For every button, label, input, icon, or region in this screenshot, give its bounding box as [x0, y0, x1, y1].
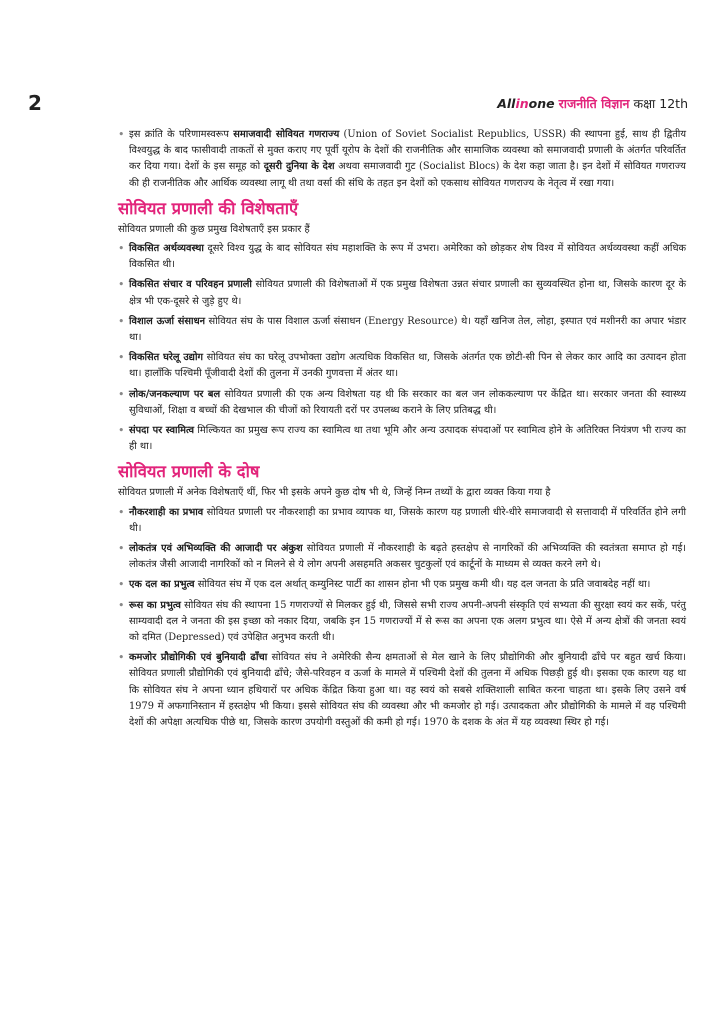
list-item: • संपदा पर स्वामित्व मिल्कियत का प्रमुख रूप राज्य का स्वामित्व था तथा भूमि और अन्य उत्पादक संपदाओं पर स्वामित्व होने के अतिरिक्त नियंत्रण भी राज्य का ही था।	[118, 424, 686, 453]
bullet-icon: •	[118, 278, 125, 292]
defects-list	[118, 505, 686, 732]
bullet-icon: •	[118, 505, 125, 519]
intro-list	[118, 127, 686, 192]
bullet-icon: •	[118, 598, 125, 612]
class-label: कक्षा 12th	[633, 96, 688, 111]
list-item: • विकसित घरेलू उद्योग सोवियत संघ का घरेलू उपभोक्ता उद्योग अत्यधिक विकसित था, जिसके अंतर्गत एक छोटी-सी पिन से लेकर कार आदि का उत्पादन होता था। हालाँकि पश्चिमी पूँजीवादी देशों की तुलना में उनकी गुणवत्ता में अंतर था।	[118, 351, 686, 380]
bullet-icon: •	[118, 242, 125, 256]
features-list	[118, 241, 686, 455]
list-item: • लोकतंत्र एवं अभिव्यक्ति की आजादी पर अंकुश सोवियत प्रणाली में नौकरशाही के बढ़ते हस्तक्षेप से नागरिकों की अभिव्यक्ति की स्वतंत्रता समाप्त हो गई। लोकतंत्र जैसी आजादी नागरिकों को न मिलने से ये लोग अपनी असहमति अकसर चुटकुलों एवं कार्टूनों के माध्यम से व्यक्त करने लगे थे।	[118, 542, 686, 571]
brand-logo-prefix: All	[497, 96, 516, 111]
page-number: 2	[28, 91, 42, 115]
list-item: • कमजोर प्रौद्योगिकी एवं बुनियादी ढाँचा सोवियत संघ ने अमेरिकी सैन्य क्षमताओं से मेल खाने के लिए प्रौद्योगिकी और बुनियादी ढाँचे पर बहुत खर्च किया। सोवियत प्रणाली प्रौद्योगिकी एवं बुनियादी ढाँचे; जैसे-परिवहन व ऊर्जा के मामले में पश्चिमी देशों की तुलना में अधिक पिछड़ी हुई थी। इसका एक कारण यह था कि सोवियत संघ ने अपना ध्यान हथियारों पर अधिक केंद्रित किया हुआ था। वह स्वयं को सबसे शक्तिशाली साबित करना चाहता था। इसके लिए उसने वर्ष 1979 में अफगानिस्तान में हस्तक्षेप भी किया। इससे सोवियत संघ की व्यवस्था और भी कमजोर हो गई। उत्पादकता और प्रौद्योगिकी के मामले में वह पश्चिमी देशों की अपेक्षा अत्यधिक पीछे था, जिसके कारण उपयोगी वस्तुओं की कमी हो गई। 1970 के दशक के अंत में यह व्यवस्था स्थिर हो गई।	[118, 651, 686, 729]
bullet-icon: •	[118, 651, 125, 665]
section-heading-defects: सोवियत प्रणाली के दोष	[118, 462, 260, 482]
key-term: लोक/जनकल्याण पर बल	[129, 388, 221, 400]
key-term: विशाल ऊर्जा संसाधन	[129, 315, 206, 327]
section-intro: सोवियत प्रणाली में अनेक विशेषताएँ थीं, फिर भी इसके अपने कुछ दोष भी थे, जिन्हें निम्न तथ्यों के द्वारा व्यक्त किया गया है	[118, 487, 551, 499]
bullet-icon: •	[118, 424, 125, 438]
bullet-icon: •	[118, 128, 125, 141]
key-term: दूसरी दुनिया के देश	[263, 161, 335, 173]
bullet-icon: •	[118, 314, 125, 328]
key-term: एक दल का प्रभुत्व	[129, 579, 195, 591]
list-item: • विकसित संचार व परिवहन प्रणाली सोवियत प्रणाली की विशेषताओं में एक प्रमुख विशेषता उन्नत संचार प्रणाली का सुव्यवस्थित होना था, जिसके कारण दूर के क्षेत्र भी एक-दूसरे से जुड़े हुए थे।	[118, 278, 686, 307]
key-term: रूस का प्रभुत्व	[129, 599, 181, 611]
list-item: • विकसित अर्थव्यवस्था दूसरे विश्व युद्ध के बाद सोवियत संघ महाशक्ति के रूप में उभरा। अमेरिका को छोड़कर शेष विश्व में सोवियत अर्थव्यवस्था कहीं अधिक विकसित थी।	[118, 242, 686, 271]
section-intro: सोवियत प्रणाली की कुछ प्रमुख विशेषताएँ इस प्रकार हैं	[118, 223, 310, 235]
list-item: • रूस का प्रभुत्व सोवियत संघ की स्थापना 15 गणराज्यों से मिलकर हुई थी, जिससे सभी राज्य अपनी-अपनी संस्कृति एवं सभ्यता की सुरक्षा स्वयं कर सकें, परंतु साम्यवादी दल ने जनता की इस इच्छा को नकार दिया, जबकि इन 15 गणराज्यों में से रूस का अपना एक अलग प्रभुत्व था। ऐसे में अन्य क्षेत्रों की जनता स्वयं को दमित (Depressed) एवं उपेक्षित अनुभव करती थी।	[118, 598, 686, 644]
bullet-icon: •	[118, 542, 125, 556]
bullet-icon: •	[118, 351, 125, 365]
bullet-icon: •	[118, 387, 125, 401]
list-item: • लोक/जनकल्याण पर बल सोवियत प्रणाली की एक अन्य विशेषता यह थी कि सरकार का बल जन लोककल्याण पर केंद्रित था। सरकार जनता की स्वास्थ्य सुविधाओं, शिक्षा व बच्चों की देखभाल की चीजों को रियायती दरों पर उपलब्ध कराने के लिए प्रतिबद्ध थी।	[118, 387, 686, 416]
list-item: • इस क्रांति के परिणामस्वरूप समाजवादी सोवियत गणराज्य (Union of Soviet Socialist Republics, USSR) की स्थापना हुई, साथ ही द्वितीय विश्वयुद्ध के बाद फासीवादी ताकतों से मुक्त कराए गए पूर्वी यूरोप के देशों की राजनीतिक और सामाजिक व्यवस्था को समाजवादी प्रणाली के अंतर्गत परिवर्तित कर दिया गया। देशों के इस समूह को दूसरी दुनिया के देश अथवा समाजवादी गुट (Socialist Blocs) के देश कहा जाता है। इन देशों में सोवियत गणराज्य की ही राजनीतिक और आर्थिक व्यवस्था लागू थी तथा वर्सा की संधि के तहत इन देशों को एकसाथ सोवियत गणराज्य के नेतृत्व में रखा गया।	[118, 128, 687, 189]
key-term: विकसित अर्थव्यवस्था	[129, 243, 204, 255]
brand-logo-suffix: one	[528, 96, 555, 111]
list-item: • विशाल ऊर्जा संसाधन सोवियत संघ के पास विशाल ऊर्जा संसाधन (Energy Resource) थे। यहाँ खनिज तेल, लोहा, इस्पात एवं मशीनरी का अपार भंडार था।	[118, 314, 686, 344]
bullet-icon: •	[118, 578, 125, 592]
key-term: विकसित घरेलू उद्योग	[129, 352, 204, 364]
list-item: • नौकरशाही का प्रभाव सोवियत प्रणाली पर नौकरशाही का प्रभाव व्यापक था, जिसके कारण यह प्रणाली धीरे-धीरे समाजवादी से सत्तावादी में परिवर्तित होने लगी थी।	[118, 505, 686, 534]
page-content	[118, 127, 686, 735]
list-item: • एक दल का प्रभुत्व सोवियत संघ में एक दल अर्थात् कम्युनिस्ट पार्टी का शासन होना भी एक प्रमुख कमी थी। यह दल जनता के प्रति जवाबदेह नहीं था।	[118, 577, 686, 593]
key-term: नौकरशाही का प्रभाव	[129, 506, 204, 518]
key-term: कमजोर प्रौद्योगिकी एवं बुनियादी ढाँचा	[129, 652, 268, 664]
subject-title: राजनीति विज्ञान	[558, 96, 630, 111]
key-term: विकसित संचार व परिवहन प्रणाली	[129, 279, 252, 291]
running-header	[497, 95, 688, 112]
key-term: संपदा पर स्वामित्व	[129, 425, 195, 437]
key-term: लोकतंत्र एवं अभिव्यक्ति की आजादी पर अंकुश	[129, 543, 303, 555]
key-term: समाजवादी सोवियत गणराज्य	[233, 129, 340, 140]
brand-logo-accent: in	[515, 96, 529, 111]
section-heading-features: सोवियत प्रणाली की विशेषताएँ	[118, 198, 299, 218]
